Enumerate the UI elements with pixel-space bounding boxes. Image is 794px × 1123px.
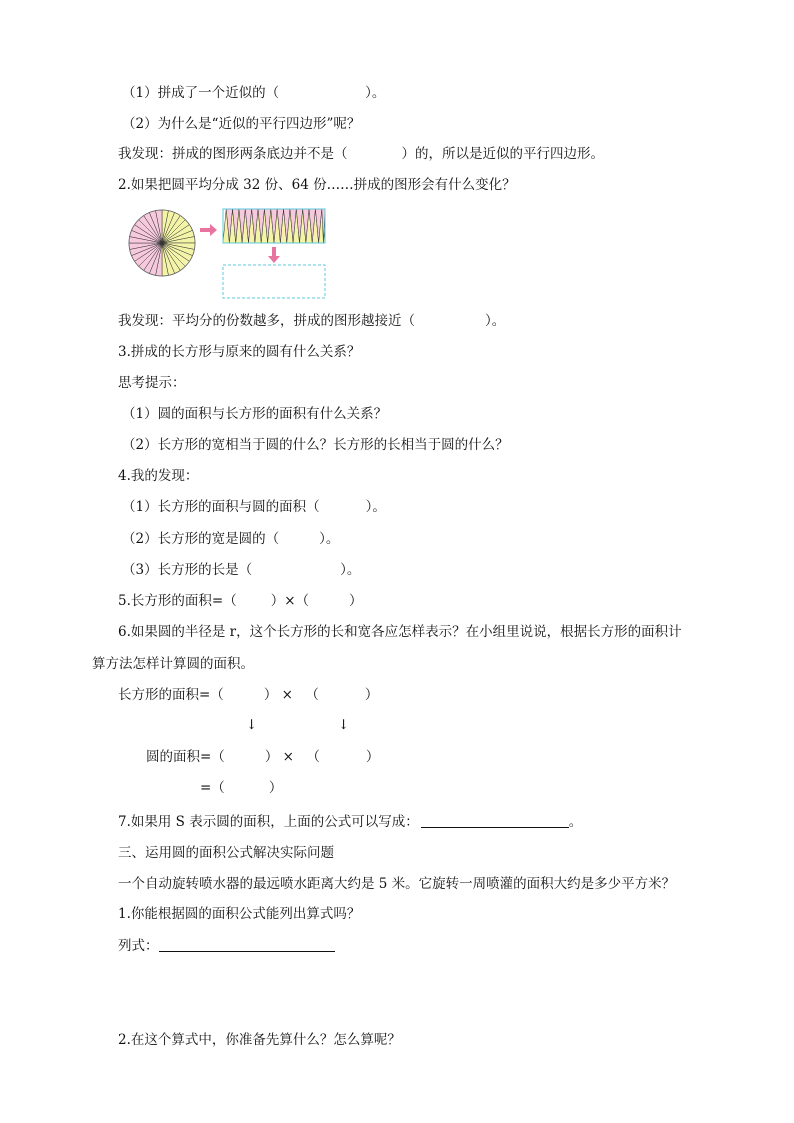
formula-answer-line[interactable]: [421, 813, 569, 828]
problem-question-1: 1.你能根据圆的面积公式能列出算式吗？: [118, 906, 361, 922]
divided-circle: [129, 210, 195, 276]
hint-2: （2）长方形的宽相当于圆的什么？长方形的长相当于圆的什么？: [122, 437, 509, 453]
question-3: 3.拼成的长方形与原来的圆有什么关系？: [118, 344, 361, 360]
circle-area-result: =（ ）: [200, 780, 283, 796]
hint-1: （1）圆的面积与长方形的面积有什么关系？: [122, 406, 388, 422]
question-2: 2.如果把圆平均分成 32 份、64 份……拼成的图形会有什么变化？: [118, 177, 516, 193]
arrow-down-icon: [268, 247, 280, 263]
rearranged-rectangle: [223, 209, 325, 243]
question-6-line2: 算方法怎样计算圆的面积。: [92, 656, 254, 672]
drawing-answer-box[interactable]: [223, 265, 325, 298]
finding-4-3: （3）长方形的长是（ ）。: [122, 562, 361, 578]
question-4: 4.我的发现：: [118, 468, 199, 484]
finding-2: 我发现：平均分的份数越多，拼成的图形越接近（ ）。: [118, 313, 506, 329]
rect-area-formula: 长方形的面积=（ ） × （ ）: [118, 687, 379, 703]
down-arrow-right: ↓: [338, 717, 350, 733]
section-3-heading: 三、运用圆的面积公式解决实际问题: [118, 845, 334, 861]
down-arrow-left: ↓: [246, 717, 258, 733]
word-problem: 一个自动旋转喷水器的最远喷水距离大约是 5 米。它旋转一周喷灌的面积大约是多少平方米？: [118, 876, 676, 892]
question-1-2: （2）为什么是“近似的平行四边形”呢？: [122, 116, 361, 132]
question-5: 5.长方形的面积=（ ）×（ ）: [118, 593, 363, 609]
circle-to-rectangle-diagram: [126, 206, 341, 302]
circle-area-formula: 圆的面积=（ ） × （ ）: [146, 749, 380, 765]
question-1-1: （1）拼成了一个近似的（ ）。: [122, 85, 386, 101]
question-6-line1: 6.如果圆的半径是 r，这个长方形的长和宽各应怎样表示？在小组里说说，根据长方形的面积计: [118, 624, 682, 640]
question-7: 7.如果用 S 表示圆的面积，上面的公式可以写成： 。: [118, 814, 583, 830]
hint-title: 思考提示：: [118, 375, 186, 391]
expression-answer-line[interactable]: [159, 937, 335, 952]
finding-4-2: （2）长方形的宽是圆的（ ）。: [122, 531, 340, 547]
expression-line: 列式：: [118, 937, 335, 955]
finding-1: 我发现：拼成的图形两条底边并不是（ ）的，所以是近似的平行四边形。: [118, 146, 604, 162]
arrow-right-icon: [200, 224, 217, 236]
problem-question-2: 2.在这个算式中，你准备先算什么？怎么算呢？: [118, 1032, 401, 1048]
finding-4-1: （1）长方形的面积与圆的面积（ ）。: [122, 499, 386, 515]
